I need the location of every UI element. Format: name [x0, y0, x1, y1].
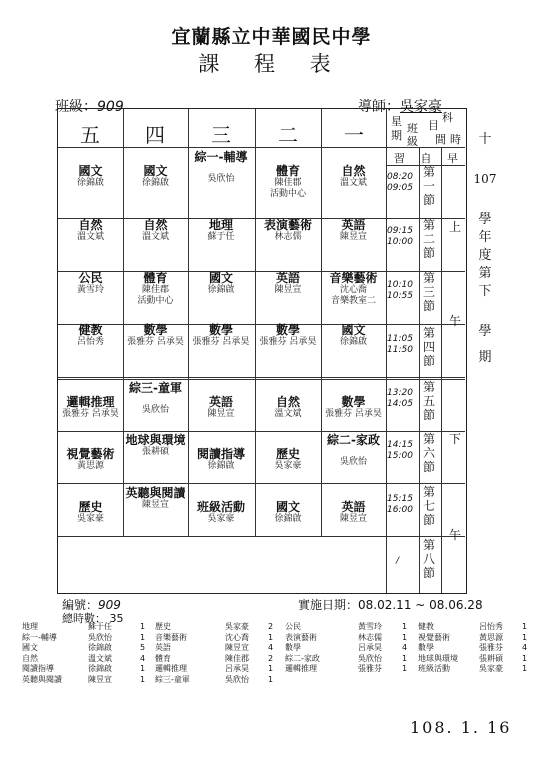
pm-top: 下	[448, 432, 461, 446]
subject-name: 英語	[341, 218, 366, 232]
schedule-cell	[123, 307, 188, 359]
side-du: 度	[478, 248, 492, 263]
schedule-cell	[321, 484, 386, 536]
hours-list-entry: 陳昱宣	[225, 643, 249, 652]
hours-list-entry: 吳家豪	[225, 622, 249, 631]
schedule-cell	[255, 431, 321, 483]
teacher-name: 陳佳郡 活動中心	[137, 285, 174, 306]
pm-bottom: 午	[448, 528, 461, 542]
schedule-cell	[321, 431, 386, 483]
hours-list-entry: 邏輯推理	[155, 664, 187, 673]
hours-list-entry: 吳家豪	[479, 664, 503, 673]
corner-mu: 目	[428, 119, 439, 132]
hours-list-entry: 1	[522, 653, 528, 663]
period-1: 第一節	[422, 165, 435, 207]
corner-ji: 級	[407, 135, 418, 148]
teacher-name: 蘇于任	[207, 232, 235, 242]
teacher-name: 吳家豪	[76, 514, 104, 524]
schedule-cell	[255, 148, 321, 200]
teacher-name: 溫文斌	[141, 232, 169, 242]
schedule-cell	[255, 484, 321, 536]
time-p7: 15:15 16:00	[387, 494, 413, 515]
teacher-label: 導師：	[358, 99, 400, 115]
date-stamp: 108. 1. 16	[410, 718, 512, 737]
schedule-cell	[188, 431, 254, 483]
hours-list-entry: 黃雪玲	[358, 622, 382, 631]
schedule-cell	[188, 255, 254, 307]
side-shi: 十	[478, 132, 492, 147]
hours-list-entry: 1	[402, 632, 408, 642]
subject-name: 數學	[275, 323, 300, 337]
teacher-name: 吳欣怡	[141, 405, 169, 415]
hours-list-entry: 國文	[22, 643, 38, 652]
corner-jian: 間	[435, 133, 446, 146]
time-p8: /	[396, 556, 400, 566]
schedule-cell	[188, 148, 254, 200]
subject-name: 自然	[78, 218, 103, 232]
schedule-cell	[123, 484, 188, 536]
subject-name: 地球與環境	[125, 433, 186, 447]
subject-name: 英聽與閱讀	[125, 486, 186, 500]
subject-name: 英語	[341, 500, 366, 514]
subject-name: 自然	[341, 164, 366, 178]
day-header-thu: 四	[145, 123, 165, 147]
hours-list-entry: 4	[402, 643, 408, 652]
hours-list-entry: 2	[268, 622, 274, 631]
subject-name: 地理	[208, 218, 233, 232]
hours-list-entry: 英聽與閱讀	[22, 674, 62, 684]
time-p6: 14:15 15:00	[387, 440, 413, 461]
hours-list-entry: 綜二-家政	[285, 653, 320, 663]
subject-name: 國文	[78, 164, 103, 178]
corner-qi: 期	[391, 129, 402, 142]
schedule-cell	[321, 255, 386, 307]
schedule-cell	[123, 431, 188, 483]
hours-list-entry: 健教	[418, 622, 434, 631]
period-2: 第二節	[422, 218, 435, 260]
teacher-name: 張雅芬 呂承昊	[325, 409, 382, 419]
subject-name: 自然	[275, 395, 300, 409]
schedule-cell	[123, 255, 188, 307]
schedule-cell	[58, 202, 123, 254]
side-xue: 學	[478, 212, 492, 227]
teacher-name: 林志儒	[274, 232, 302, 242]
am-bottom: 午	[448, 314, 461, 328]
subject-name: 邏輯推理	[66, 395, 115, 409]
hours-list-entry: 1	[402, 622, 408, 631]
teacher-name: 黃思源	[76, 461, 104, 471]
time-p2: 09:15 10:00	[387, 226, 413, 247]
schedule-cell	[58, 484, 123, 536]
hours-list-entry: 4	[522, 643, 528, 652]
date-label: 實施日期：	[298, 598, 359, 612]
total-value: 35	[109, 612, 124, 625]
corner-shi: 時	[450, 133, 461, 146]
hours-list-entry: 呂承昊	[358, 643, 382, 652]
corner-ban: 班	[407, 122, 418, 135]
hours-list-entry: 綜一-輔導	[22, 632, 57, 642]
schedule-cell	[58, 307, 123, 359]
teacher-name: 徐錦啟	[141, 178, 169, 188]
hours-list-entry: 黃思源	[479, 632, 503, 642]
hours-list-entry: 吳欣怡	[88, 632, 112, 642]
hours-list-entry: 1	[522, 664, 528, 673]
morning-self-study: 習 自 早	[394, 152, 464, 165]
schedule-cell	[188, 379, 254, 431]
corner-xing: 星	[391, 115, 402, 128]
subject-name: 健教	[78, 323, 103, 337]
hours-list-entry: 林志儒	[358, 632, 382, 642]
schedule-cell	[188, 307, 254, 359]
subject-name: 綜三-童軍	[129, 381, 182, 395]
hours-list-entry: 閱讀指導	[22, 664, 54, 673]
hours-list-entry: 沈心喬	[225, 632, 249, 642]
schedule-cell	[188, 484, 254, 536]
subject-name: 視覺藝術	[66, 447, 115, 461]
subject-name: 綜一-輔導	[194, 150, 248, 164]
day-header-wed: 三	[211, 123, 231, 147]
hours-list-entry: 吳欣怡	[225, 674, 249, 684]
teacher-name: 吳家豪	[274, 461, 302, 471]
schedule-cell	[123, 202, 188, 254]
hours-list-entry: 1	[140, 622, 146, 631]
side-qi: 期	[478, 350, 492, 365]
schedule-cell	[58, 255, 123, 307]
teacher-value: 吳家豪	[400, 99, 442, 115]
hours-list-entry: 徐錦啟	[88, 643, 112, 652]
class-value: 909	[97, 99, 124, 115]
hours-list-entry: 表演藝術	[285, 632, 317, 642]
subject-name: 歷史	[275, 447, 300, 461]
teacher-name: 陳昱宣	[339, 232, 367, 242]
hours-list-entry: 1	[268, 632, 274, 642]
schedule-cell	[255, 202, 321, 254]
period-8: 第八節	[422, 538, 435, 580]
subject-name: 英語	[275, 271, 300, 285]
class-label: 班級：	[55, 99, 97, 115]
hours-list-entry: 呂怡秀	[479, 622, 503, 631]
code-value: 909	[98, 598, 121, 612]
hours-list-entry: 公民	[285, 622, 301, 631]
hours-list-entry: 徐錦啟	[88, 664, 112, 673]
school-name: 宜蘭縣立中華國民中學	[171, 26, 372, 48]
subject-name: 國文	[341, 323, 366, 337]
schedule-cell	[188, 202, 254, 254]
teacher-name: 呂怡秀	[76, 337, 104, 347]
hours-list-entry: 數學	[285, 643, 301, 652]
day-header-mon: 一	[344, 123, 364, 147]
subject-name: 國文	[143, 164, 168, 178]
subject-name: 音樂藝術	[329, 271, 378, 285]
hours-list-entry: 地球與環境	[418, 653, 458, 663]
hours-list-entry: 地理	[22, 622, 38, 631]
schedule-cell	[321, 148, 386, 200]
side-xue2: 學	[478, 324, 492, 339]
time-p3: 10:10 10:55	[387, 280, 413, 301]
hours-list-entry: 呂承昊	[225, 664, 249, 673]
hours-list-entry: 陳昱宣	[88, 674, 112, 684]
teacher-name: 張雅芬 呂承昊	[192, 337, 250, 347]
day-header-fri: 五	[80, 123, 100, 147]
hours-list-entry: 2	[268, 653, 274, 663]
schedule-cell	[123, 379, 188, 431]
period-4: 第四節	[422, 326, 435, 368]
teacher-name: 陳佳郡 活動中心	[269, 178, 306, 199]
subject-name: 體育	[143, 271, 168, 285]
document-title: 課 程 表	[198, 52, 345, 76]
hours-list-entry: 數學	[418, 643, 434, 652]
teacher-name: 張耕碩	[141, 447, 169, 457]
teacher-name: 徐錦啟	[274, 514, 302, 524]
hours-list-entry: 陳佳郡	[225, 653, 249, 663]
schedule-cell	[123, 148, 188, 200]
subject-name: 表演藝術	[263, 218, 312, 232]
hours-list-entry: 1	[402, 664, 408, 673]
hours-list-entry: 張雅芬	[479, 643, 503, 652]
hours-list-entry: 班級活動	[418, 664, 450, 673]
teacher-name: 陳昱宣	[274, 285, 302, 295]
schedule-cell	[321, 202, 386, 254]
hours-list-entry: 1	[522, 622, 528, 631]
hours-list-entry: 體育	[155, 653, 171, 663]
teacher-name: 張雅芬 呂承昊	[127, 337, 184, 347]
hours-list-entry: 英語	[155, 643, 171, 652]
schedule-cell	[255, 379, 321, 431]
subject-name: 數學	[143, 323, 168, 337]
subject-name: 英語	[208, 395, 233, 409]
period-7: 第七節	[422, 485, 435, 527]
teacher-name: 徐錦啟	[207, 285, 235, 295]
teacher-name: 張雅芬 呂承昊	[259, 337, 317, 347]
subject-name: 公民	[78, 271, 103, 285]
side-nian: 年	[478, 230, 492, 245]
schedule-cell	[321, 307, 386, 359]
corner-ke: 科	[442, 111, 453, 124]
subject-name: 班級活動	[196, 500, 245, 514]
teacher-name: 溫文斌	[76, 232, 104, 242]
hours-list-entry: 綜三-童軍	[155, 674, 190, 684]
code-label: 編號：	[62, 598, 99, 612]
time-p4: 11:05 11:50	[387, 334, 413, 355]
hours-list-entry: 1	[140, 632, 146, 642]
subject-name: 國文	[208, 271, 233, 285]
hours-list-entry: 邏輯推理	[285, 664, 317, 673]
hours-list-entry: 1	[140, 664, 146, 673]
hours-list-entry: 4	[268, 643, 274, 652]
hours-list-entry: 自然	[22, 653, 38, 663]
hours-list-entry: 4	[140, 653, 146, 663]
time-p1: 08:20 09:05	[387, 172, 413, 193]
hours-list-entry: 1	[268, 664, 274, 673]
side-xia: 下	[478, 284, 492, 299]
hours-list-entry: 1	[402, 653, 408, 663]
subject-name: 數學	[208, 323, 233, 337]
hours-list-entry: 蘇于任	[88, 622, 112, 631]
period-5: 第五節	[422, 380, 435, 422]
side-di: 第	[478, 266, 492, 281]
subject-name: 自然	[143, 218, 168, 232]
subject-name: 體育	[275, 164, 300, 178]
teacher-name: 陳昱宣	[207, 409, 235, 419]
schedule-cell	[58, 379, 123, 431]
hours-list-entry: 5	[140, 643, 146, 652]
period-3: 第三節	[422, 271, 435, 313]
teacher-name: 黃雪玲	[76, 285, 104, 295]
schedule-cell	[58, 148, 123, 200]
subject-name: 歷史	[78, 500, 103, 514]
hours-list-entry: 張雅芬	[358, 664, 382, 673]
date-value: 08.02.11 ~ 08.06.28	[358, 598, 483, 612]
hours-list-entry: 歷史	[155, 622, 171, 631]
hours-list-entry: 音樂藝術	[155, 632, 187, 642]
teacher-name: 徐錦啟	[207, 461, 235, 471]
schedule-cell	[58, 431, 123, 483]
teacher-name: 吳家豪	[207, 514, 235, 524]
teacher-name: 徐錦啟	[339, 337, 367, 347]
side-107: 107	[473, 172, 497, 186]
day-header-tue: 二	[278, 123, 298, 147]
teacher-name: 陳昱宣	[141, 500, 169, 510]
hours-list-entry: 張耕碩	[479, 653, 503, 663]
period-6: 第六節	[422, 432, 435, 474]
teacher-name: 張雅芬 呂承昊	[62, 409, 119, 419]
hours-list-entry: 溫文斌	[88, 653, 112, 663]
subject-name: 數學	[341, 395, 366, 409]
hours-list-entry: 1	[140, 674, 146, 684]
schedule-cell	[255, 307, 321, 359]
hours-list-entry: 1	[522, 632, 528, 642]
hours-list-entry: 視覺藝術	[418, 632, 450, 642]
teacher-name: 吳欣怡	[207, 174, 235, 184]
subject-name: 綜二-家政	[327, 433, 380, 447]
teacher-name: 吳欣怡	[339, 457, 367, 467]
schedule-cell	[255, 255, 321, 307]
hours-list-entry: 吳欣怡	[358, 653, 382, 663]
teacher-name: 沈心喬 音樂教室二	[330, 285, 376, 306]
time-p5: 13:20 14:05	[387, 388, 413, 409]
teacher-name: 徐錦啟	[76, 178, 104, 188]
schedule-cell	[321, 379, 386, 431]
subject-name: 國文	[275, 500, 300, 514]
am-top: 上	[448, 220, 461, 234]
subject-name: 閱讀指導	[196, 447, 245, 461]
total-label: 總時數：	[62, 612, 106, 625]
teacher-name: 溫文斌	[274, 409, 302, 419]
teacher-name: 溫文斌	[339, 178, 367, 188]
date-info	[298, 596, 483, 613]
hours-list-entry: 1	[268, 674, 274, 684]
teacher-name: 陳昱宣	[339, 514, 367, 524]
